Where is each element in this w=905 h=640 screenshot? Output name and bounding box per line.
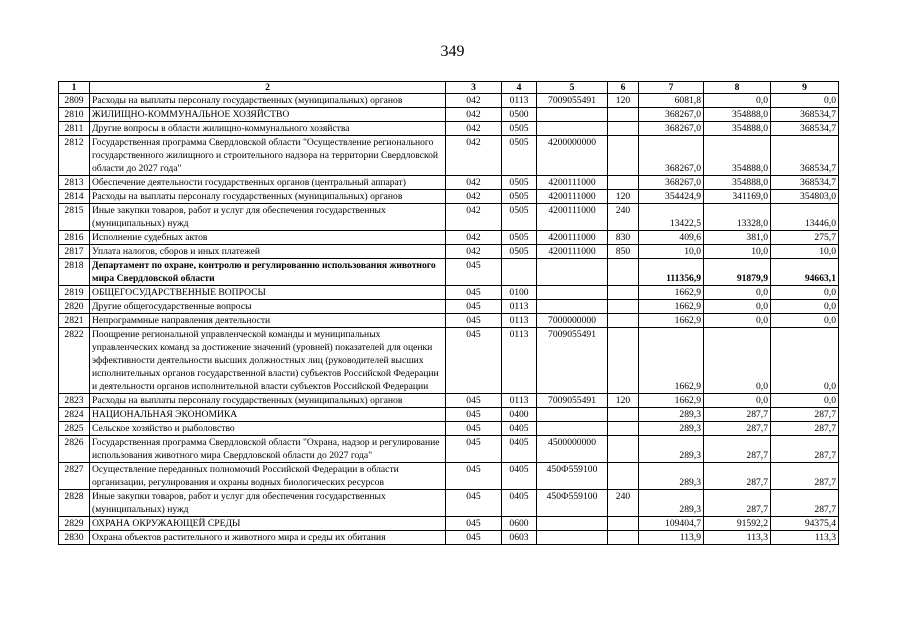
section-code: 0505 xyxy=(502,136,537,176)
row-number: 2824 xyxy=(59,408,90,422)
amount-col-8: 91879,9 xyxy=(704,259,771,286)
amount-col-7: 289,3 xyxy=(639,436,704,463)
amount-col-8: 287,7 xyxy=(704,490,771,517)
amount-col-9: 0,0 xyxy=(771,286,839,300)
table-row xyxy=(59,517,839,531)
amount-col-9: 94663,1 xyxy=(771,259,839,286)
amount-col-7: 354424,9 xyxy=(639,190,704,204)
chief-admin-code: 042 xyxy=(446,108,502,122)
expense-type-code xyxy=(608,314,639,328)
section-code: 0113 xyxy=(502,328,537,394)
chief-admin-code: 042 xyxy=(446,176,502,190)
chief-admin-code: 045 xyxy=(446,328,502,394)
chief-admin-code: 045 xyxy=(446,394,502,408)
table-row xyxy=(59,422,839,436)
amount-col-8: 91592,2 xyxy=(704,517,771,531)
table-row xyxy=(59,136,839,176)
target-article-code xyxy=(537,300,608,314)
amount-col-8: 287,7 xyxy=(704,463,771,490)
row-name: Другие общегосударственные вопросы xyxy=(90,300,446,314)
section-code: 0505 xyxy=(502,245,537,259)
row-number: 2818 xyxy=(59,259,90,286)
chief-admin-code: 042 xyxy=(446,204,502,231)
table-row xyxy=(59,490,839,517)
row-number: 2816 xyxy=(59,231,90,245)
section-code: 0113 xyxy=(502,394,537,408)
amount-col-7: 1662,9 xyxy=(639,300,704,314)
expense-type-code xyxy=(608,122,639,136)
expense-type-code xyxy=(608,422,639,436)
amount-col-9: 368534,7 xyxy=(771,136,839,176)
amount-col-9: 0,0 xyxy=(771,394,839,408)
section-code: 0405 xyxy=(502,422,537,436)
section-code: 0113 xyxy=(502,300,537,314)
row-name: Другие вопросы в области жилищно-коммунального хозяйства xyxy=(90,122,446,136)
column-number: 7 xyxy=(639,82,704,94)
chief-admin-code: 045 xyxy=(446,286,502,300)
amount-col-9: 0,0 xyxy=(771,328,839,394)
amount-col-8: 287,7 xyxy=(704,436,771,463)
section-code: 0505 xyxy=(502,204,537,231)
column-number-row xyxy=(59,82,839,94)
row-name: Расходы на выплаты персоналу государственных (муниципальных) органов xyxy=(90,94,446,108)
table-row xyxy=(59,94,839,108)
amount-col-7: 111356,9 xyxy=(639,259,704,286)
expense-type-code xyxy=(608,463,639,490)
target-article-code: 4200111000 xyxy=(537,204,608,231)
row-number: 2829 xyxy=(59,517,90,531)
chief-admin-code: 042 xyxy=(446,245,502,259)
row-number: 2819 xyxy=(59,286,90,300)
row-number: 2826 xyxy=(59,436,90,463)
row-name: Расходы на выплаты персоналу государственных (муниципальных) органов xyxy=(90,394,446,408)
amount-col-7: 368267,0 xyxy=(639,122,704,136)
expense-type-code xyxy=(608,259,639,286)
amount-col-7: 1662,9 xyxy=(639,394,704,408)
target-article-code: 4200111000 xyxy=(537,231,608,245)
row-name: Обеспечение деятельности государственных органов (центральный аппарат) xyxy=(90,176,446,190)
row-number: 2812 xyxy=(59,136,90,176)
table-row xyxy=(59,190,839,204)
amount-col-8: 0,0 xyxy=(704,300,771,314)
target-article-code: 450Ф559100 xyxy=(537,490,608,517)
expense-type-code: 120 xyxy=(608,394,639,408)
row-number: 2820 xyxy=(59,300,90,314)
chief-admin-code: 042 xyxy=(446,94,502,108)
row-name: Непрограммные направления деятельности xyxy=(90,314,446,328)
amount-col-7: 109404,7 xyxy=(639,517,704,531)
row-number: 2817 xyxy=(59,245,90,259)
amount-col-8: 287,7 xyxy=(704,408,771,422)
table-row xyxy=(59,286,839,300)
amount-col-7: 1662,9 xyxy=(639,286,704,300)
section-code: 0505 xyxy=(502,231,537,245)
column-number: 6 xyxy=(608,82,639,94)
chief-admin-code: 042 xyxy=(446,231,502,245)
row-name: Департамент по охране, контролю и регулированию использования животного мира Свердловской области xyxy=(90,259,446,286)
column-number: 5 xyxy=(537,82,608,94)
column-number: 3 xyxy=(446,82,502,94)
amount-col-9: 0,0 xyxy=(771,94,839,108)
row-number: 2830 xyxy=(59,531,90,545)
target-article-code: 7009055491 xyxy=(537,394,608,408)
amount-col-7: 6081,8 xyxy=(639,94,704,108)
table-row xyxy=(59,408,839,422)
table-row xyxy=(59,259,839,286)
expense-type-code xyxy=(608,176,639,190)
table-row xyxy=(59,204,839,231)
amount-col-9: 275,7 xyxy=(771,231,839,245)
section-code: 0100 xyxy=(502,286,537,300)
amount-col-9: 368534,7 xyxy=(771,122,839,136)
amount-col-9: 287,7 xyxy=(771,408,839,422)
section-code: 0500 xyxy=(502,108,537,122)
amount-col-8: 0,0 xyxy=(704,94,771,108)
amount-col-9: 287,7 xyxy=(771,436,839,463)
table-row xyxy=(59,463,839,490)
table-row xyxy=(59,231,839,245)
target-article-code xyxy=(537,531,608,545)
target-article-code: 4200000000 xyxy=(537,136,608,176)
budget-table xyxy=(58,81,839,545)
row-number: 2814 xyxy=(59,190,90,204)
row-name: Расходы на выплаты персоналу государственных (муниципальных) органов xyxy=(90,190,446,204)
row-number: 2810 xyxy=(59,108,90,122)
amount-col-8: 0,0 xyxy=(704,286,771,300)
chief-admin-code: 042 xyxy=(446,190,502,204)
target-article-code: 7000000000 xyxy=(537,314,608,328)
row-number: 2815 xyxy=(59,204,90,231)
expense-type-code xyxy=(608,328,639,394)
expense-type-code xyxy=(608,300,639,314)
amount-col-8: 354888,0 xyxy=(704,176,771,190)
row-name: Осуществление переданных полномочий Российской Федерации в области организации, регулирования и охраны водных биологических ресурсов xyxy=(90,463,446,490)
row-name: ЖИЛИЩНО-КОММУНАЛЬНОЕ ХОЗЯЙСТВО xyxy=(90,108,446,122)
target-article-code xyxy=(537,122,608,136)
chief-admin-code: 042 xyxy=(446,122,502,136)
column-number: 8 xyxy=(704,82,771,94)
table-row xyxy=(59,394,839,408)
target-article-code xyxy=(537,422,608,436)
row-name: Иные закупки товаров, работ и услуг для обеспечения государственных (муниципальных) нужд xyxy=(90,204,446,231)
amount-col-8: 10,0 xyxy=(704,245,771,259)
column-number: 4 xyxy=(502,82,537,94)
amount-col-9: 113,3 xyxy=(771,531,839,545)
table-row xyxy=(59,314,839,328)
amount-col-8: 0,0 xyxy=(704,394,771,408)
section-code: 0505 xyxy=(502,176,537,190)
section-code: 0113 xyxy=(502,314,537,328)
amount-col-9: 368534,7 xyxy=(771,108,839,122)
amount-col-7: 409,6 xyxy=(639,231,704,245)
chief-admin-code: 045 xyxy=(446,422,502,436)
section-code: 0400 xyxy=(502,408,537,422)
target-article-code xyxy=(537,517,608,531)
section-code: 0505 xyxy=(502,122,537,136)
amount-col-8: 354888,0 xyxy=(704,136,771,176)
chief-admin-code: 045 xyxy=(446,517,502,531)
amount-col-9: 0,0 xyxy=(771,300,839,314)
chief-admin-code: 045 xyxy=(446,436,502,463)
table-row xyxy=(59,245,839,259)
expense-type-code xyxy=(608,408,639,422)
column-number: 9 xyxy=(771,82,839,94)
column-number: 1 xyxy=(59,82,90,94)
chief-admin-code: 045 xyxy=(446,463,502,490)
amount-col-7: 289,3 xyxy=(639,490,704,517)
amount-col-8: 0,0 xyxy=(704,328,771,394)
row-name: НАЦИОНАЛЬНАЯ ЭКОНОМИКА xyxy=(90,408,446,422)
target-article-code: 4200111000 xyxy=(537,245,608,259)
target-article-code xyxy=(537,408,608,422)
amount-col-8: 113,3 xyxy=(704,531,771,545)
table-row xyxy=(59,436,839,463)
row-number: 2827 xyxy=(59,463,90,490)
row-number: 2828 xyxy=(59,490,90,517)
column-number: 2 xyxy=(90,82,446,94)
amount-col-7: 113,9 xyxy=(639,531,704,545)
table-row xyxy=(59,122,839,136)
amount-col-7: 289,3 xyxy=(639,463,704,490)
target-article-code xyxy=(537,108,608,122)
expense-type-code: 850 xyxy=(608,245,639,259)
row-name: ОБЩЕГОСУДАРСТВЕННЫЕ ВОПРОСЫ xyxy=(90,286,446,300)
row-name: ОХРАНА ОКРУЖАЮЩЕЙ СРЕДЫ xyxy=(90,517,446,531)
row-number: 2823 xyxy=(59,394,90,408)
row-name: Иные закупки товаров, работ и услуг для обеспечения государственных (муниципальных) нужд xyxy=(90,490,446,517)
section-code: 0405 xyxy=(502,436,537,463)
expense-type-code: 120 xyxy=(608,190,639,204)
chief-admin-code: 045 xyxy=(446,531,502,545)
amount-col-7: 368267,0 xyxy=(639,136,704,176)
row-name: Уплата налогов, сборов и иных платежей xyxy=(90,245,446,259)
amount-col-8: 354888,0 xyxy=(704,108,771,122)
chief-admin-code: 042 xyxy=(446,136,502,176)
amount-col-7: 289,3 xyxy=(639,422,704,436)
amount-col-7: 368267,0 xyxy=(639,108,704,122)
amount-col-7: 289,3 xyxy=(639,408,704,422)
amount-col-9: 354803,0 xyxy=(771,190,839,204)
amount-col-9: 13446,0 xyxy=(771,204,839,231)
amount-col-8: 381,0 xyxy=(704,231,771,245)
row-name: Поощрение региональной управленческой команды и муниципальных управленческих команд за достижение значений (уровней) показателей для оценки эффективности деятельности высших должностных лиц (руководителей высших исполнительных органов государственной власти) субъектов Российской Федерации и деятельности органов исполнительной власти субъектов Российской Федерации xyxy=(90,328,446,394)
row-name: Исполнение судебных актов xyxy=(90,231,446,245)
expense-type-code: 120 xyxy=(608,94,639,108)
amount-col-7: 13422,5 xyxy=(639,204,704,231)
amount-col-9: 287,7 xyxy=(771,463,839,490)
target-article-code xyxy=(537,259,608,286)
chief-admin-code: 045 xyxy=(446,314,502,328)
section-code: 0405 xyxy=(502,490,537,517)
table-row xyxy=(59,531,839,545)
amount-col-9: 287,7 xyxy=(771,490,839,517)
target-article-code: 7009055491 xyxy=(537,94,608,108)
target-article-code: 7009055491 xyxy=(537,328,608,394)
amount-col-7: 1662,9 xyxy=(639,314,704,328)
amount-col-9: 94375,4 xyxy=(771,517,839,531)
amount-col-8: 13328,0 xyxy=(704,204,771,231)
section-code: 0603 xyxy=(502,531,537,545)
target-article-code: 450Ф559100 xyxy=(537,463,608,490)
table-row xyxy=(59,176,839,190)
amount-col-7: 1662,9 xyxy=(639,328,704,394)
chief-admin-code: 045 xyxy=(446,408,502,422)
target-article-code xyxy=(537,286,608,300)
amount-col-7: 10,0 xyxy=(639,245,704,259)
chief-admin-code: 045 xyxy=(446,300,502,314)
row-name: Государственная программа Свердловской области "Охрана, надзор и регулирование использования животного мира Свердловской области до 2027 года" xyxy=(90,436,446,463)
expense-type-code xyxy=(608,108,639,122)
amount-col-7: 368267,0 xyxy=(639,176,704,190)
expense-type-code: 240 xyxy=(608,204,639,231)
row-number: 2813 xyxy=(59,176,90,190)
section-code: 0505 xyxy=(502,190,537,204)
expense-type-code: 830 xyxy=(608,231,639,245)
section-code: 0113 xyxy=(502,94,537,108)
row-number: 2821 xyxy=(59,314,90,328)
table-row xyxy=(59,328,839,394)
expense-type-code xyxy=(608,436,639,463)
amount-col-8: 287,7 xyxy=(704,422,771,436)
row-name: Государственная программа Свердловской области "Осуществление регионального государственного жилищного и строительного надзора на территории Свердловской области до 2027 года" xyxy=(90,136,446,176)
amount-col-8: 341169,0 xyxy=(704,190,771,204)
target-article-code: 4200111000 xyxy=(537,190,608,204)
section-code: 0405 xyxy=(502,463,537,490)
expense-type-code xyxy=(608,517,639,531)
expense-type-code xyxy=(608,531,639,545)
amount-col-8: 354888,0 xyxy=(704,122,771,136)
row-name: Охрана объектов растительного и животного мира и среды их обитания xyxy=(90,531,446,545)
row-number: 2822 xyxy=(59,328,90,394)
amount-col-9: 368534,7 xyxy=(771,176,839,190)
expense-type-code xyxy=(608,286,639,300)
expense-type-code xyxy=(608,136,639,176)
row-number: 2809 xyxy=(59,94,90,108)
amount-col-9: 0,0 xyxy=(771,314,839,328)
table-row xyxy=(59,300,839,314)
expense-type-code: 240 xyxy=(608,490,639,517)
target-article-code: 4500000000 xyxy=(537,436,608,463)
chief-admin-code: 045 xyxy=(446,490,502,517)
section-code: 0600 xyxy=(502,517,537,531)
amount-col-9: 10,0 xyxy=(771,245,839,259)
page-number: 349 xyxy=(440,43,465,60)
amount-col-8: 0,0 xyxy=(704,314,771,328)
chief-admin-code: 045 xyxy=(446,259,502,286)
target-article-code: 4200111000 xyxy=(537,176,608,190)
table-row xyxy=(59,108,839,122)
row-name: Сельское хозяйство и рыболовство xyxy=(90,422,446,436)
row-number: 2825 xyxy=(59,422,90,436)
amount-col-9: 287,7 xyxy=(771,422,839,436)
row-number: 2811 xyxy=(59,122,90,136)
section-code xyxy=(502,259,537,286)
